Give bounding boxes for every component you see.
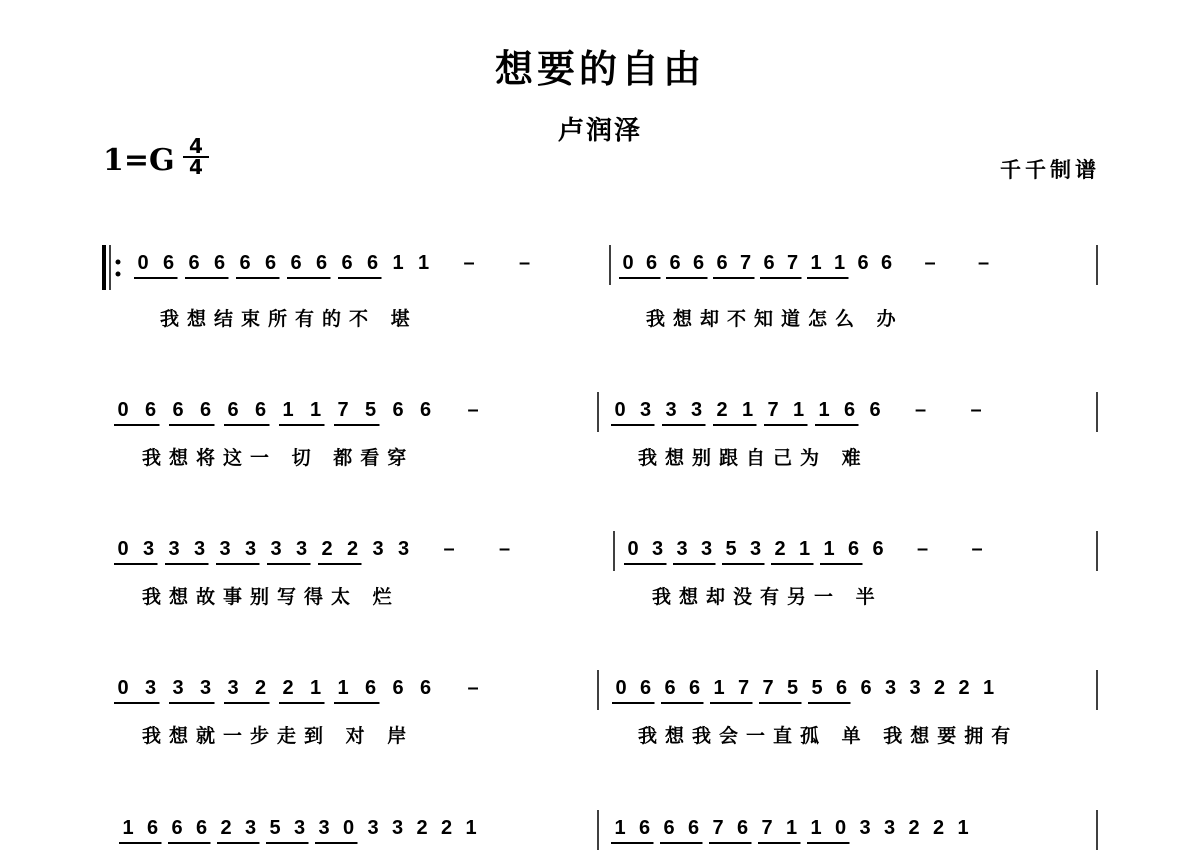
note: 6 [869, 399, 881, 421]
note: 6 [692, 252, 705, 274]
singer-name: 卢润泽 [557, 116, 642, 146]
note: 0 [622, 252, 634, 274]
note: 6 [843, 399, 856, 421]
note: 6 [736, 817, 749, 839]
note: 6 [144, 399, 157, 421]
note: 6 [254, 399, 267, 421]
note: 6 [364, 677, 377, 699]
note: 6 [199, 399, 212, 421]
note: 1 [741, 399, 754, 421]
note: 3 [639, 399, 652, 421]
note: 0 [342, 817, 355, 839]
note: 3 [244, 817, 257, 839]
note: 3 [295, 538, 308, 560]
note: 7 [739, 252, 752, 274]
note: 5 [269, 817, 281, 839]
note: 6 [341, 252, 353, 274]
time-top: 4 [183, 137, 209, 158]
note: 6 [716, 252, 728, 274]
note: 0 [117, 538, 129, 560]
note: 1 [810, 252, 822, 274]
note: 6 [880, 252, 893, 274]
note: 1 [810, 817, 822, 839]
note: 6 [638, 817, 651, 839]
note: 3 [884, 677, 897, 699]
note: 0 [615, 677, 627, 699]
key-label: 1=G [103, 143, 175, 178]
note: 3 [293, 817, 306, 839]
note: 6 [847, 538, 860, 560]
note: 3 [651, 538, 664, 560]
note: 6 [860, 677, 872, 699]
note: 2 [321, 538, 333, 560]
note: 7 [737, 677, 750, 699]
note: 7 [786, 252, 799, 274]
lyrics-line: 我想将这一 切 都看穿 [142, 447, 415, 469]
sustain-dash: – [518, 252, 531, 274]
note: 1 [823, 538, 835, 560]
sustain-dash: – [971, 538, 983, 560]
lyrics-line: 我想故事别写得太 烂 [142, 586, 400, 608]
note: 2 [416, 817, 428, 839]
note: 7 [761, 817, 773, 839]
note: 3 [397, 538, 410, 560]
sustain-dash: – [498, 538, 511, 560]
note: 6 [264, 252, 277, 274]
note: 6 [290, 252, 302, 274]
note: 5 [811, 677, 823, 699]
note: 6 [419, 677, 432, 699]
sustain-dash: – [970, 399, 982, 421]
note: 0 [117, 677, 129, 699]
note: 1 [392, 252, 404, 274]
time-bottom: 4 [189, 155, 203, 179]
note: 2 [958, 677, 970, 699]
note: 3 [749, 538, 762, 560]
note: 6 [669, 252, 681, 274]
note: 1 [957, 817, 969, 839]
note: 6 [315, 252, 328, 274]
note: 5 [725, 538, 737, 560]
note: 3 [883, 817, 896, 839]
note: 3 [372, 538, 384, 560]
note: 1 [282, 399, 294, 421]
sustain-dash: – [467, 399, 479, 421]
note: 2 [220, 817, 232, 839]
note: 7 [762, 677, 774, 699]
note: 2 [932, 817, 945, 839]
note: 3 [318, 817, 330, 839]
lyrics-line: 我想就一步走到 对 岸 [142, 725, 415, 747]
repeat-dot [116, 260, 121, 265]
note: 2 [774, 538, 786, 560]
note: 3 [244, 538, 257, 560]
note: 6 [392, 399, 404, 421]
note: 6 [639, 677, 652, 699]
note: 6 [366, 252, 379, 274]
note: 1 [833, 252, 846, 274]
lyrics-line: 我想结束所有的不 堪 [160, 308, 418, 330]
note: 3 [391, 817, 404, 839]
note: 6 [872, 538, 884, 560]
note: 1 [465, 817, 477, 839]
note: 2 [908, 817, 920, 839]
note: 6 [392, 677, 404, 699]
note: 6 [663, 817, 675, 839]
note: 1 [818, 399, 830, 421]
note: 3 [859, 817, 871, 839]
note: 7 [767, 399, 779, 421]
note: 1 [785, 817, 798, 839]
note: 5 [364, 399, 377, 421]
note: 3 [367, 817, 379, 839]
note: 3 [665, 399, 677, 421]
note: 6 [857, 252, 869, 274]
note: 0 [137, 252, 149, 274]
page-title: 想要的自由 [494, 47, 705, 91]
note: 6 [213, 252, 226, 274]
note: 3 [193, 538, 206, 560]
repeat-dot [116, 272, 121, 277]
note: 0 [614, 399, 626, 421]
note: 0 [117, 399, 129, 421]
note: 1 [982, 677, 995, 699]
note: 6 [763, 252, 775, 274]
note: 3 [270, 538, 282, 560]
lyrics-line: 我想别跟自己为 难 [638, 447, 869, 469]
note: 2 [933, 677, 946, 699]
note: 6 [664, 677, 676, 699]
note: 5 [786, 677, 799, 699]
note: 1 [122, 817, 134, 839]
note: 3 [172, 677, 184, 699]
sustain-dash: – [443, 538, 455, 560]
note: 6 [162, 252, 175, 274]
sustain-dash: – [463, 252, 475, 274]
note: 6 [687, 817, 700, 839]
note: 0 [834, 817, 847, 839]
lyrics-line: 我想却没有另一 半 [652, 586, 883, 608]
lyrics-line: 我想却不知道怎么 办 [646, 308, 904, 330]
note: 1 [417, 252, 430, 274]
note: 6 [195, 817, 208, 839]
note: 3 [168, 538, 180, 560]
note: 6 [239, 252, 251, 274]
note: 6 [172, 399, 184, 421]
note: 3 [199, 677, 212, 699]
lyrics-line: 我想我会一直孤 单 我想要拥有 [638, 725, 1019, 747]
note: 1 [713, 677, 725, 699]
note: 6 [688, 677, 701, 699]
note: 1 [798, 538, 811, 560]
note: 2 [282, 677, 294, 699]
note: 3 [219, 538, 231, 560]
note: 1 [792, 399, 805, 421]
note: 3 [142, 538, 155, 560]
note: 6 [419, 399, 432, 421]
note: 0 [627, 538, 639, 560]
note: 6 [146, 817, 159, 839]
sustain-dash: – [924, 252, 936, 274]
note: 3 [690, 399, 703, 421]
score-maker: 千千制谱 [1000, 158, 1100, 182]
note: 2 [346, 538, 359, 560]
note: 6 [645, 252, 658, 274]
note: 2 [254, 677, 267, 699]
note: 6 [227, 399, 239, 421]
sustain-dash: – [977, 252, 990, 274]
note: 3 [909, 677, 921, 699]
note: 3 [227, 677, 239, 699]
note: 1 [309, 677, 322, 699]
note: 2 [440, 817, 453, 839]
sustain-dash: – [916, 538, 929, 560]
note: 3 [676, 538, 688, 560]
sustain-dash: – [467, 677, 479, 699]
note: 2 [716, 399, 728, 421]
note: 1 [614, 817, 626, 839]
note: 1 [337, 677, 349, 699]
note: 7 [337, 399, 349, 421]
note: 3 [700, 538, 713, 560]
sustain-dash: – [914, 399, 927, 421]
note: 3 [144, 677, 157, 699]
note: 6 [835, 677, 848, 699]
note: 7 [712, 817, 724, 839]
note: 6 [171, 817, 183, 839]
note: 1 [309, 399, 322, 421]
note: 6 [188, 252, 200, 274]
